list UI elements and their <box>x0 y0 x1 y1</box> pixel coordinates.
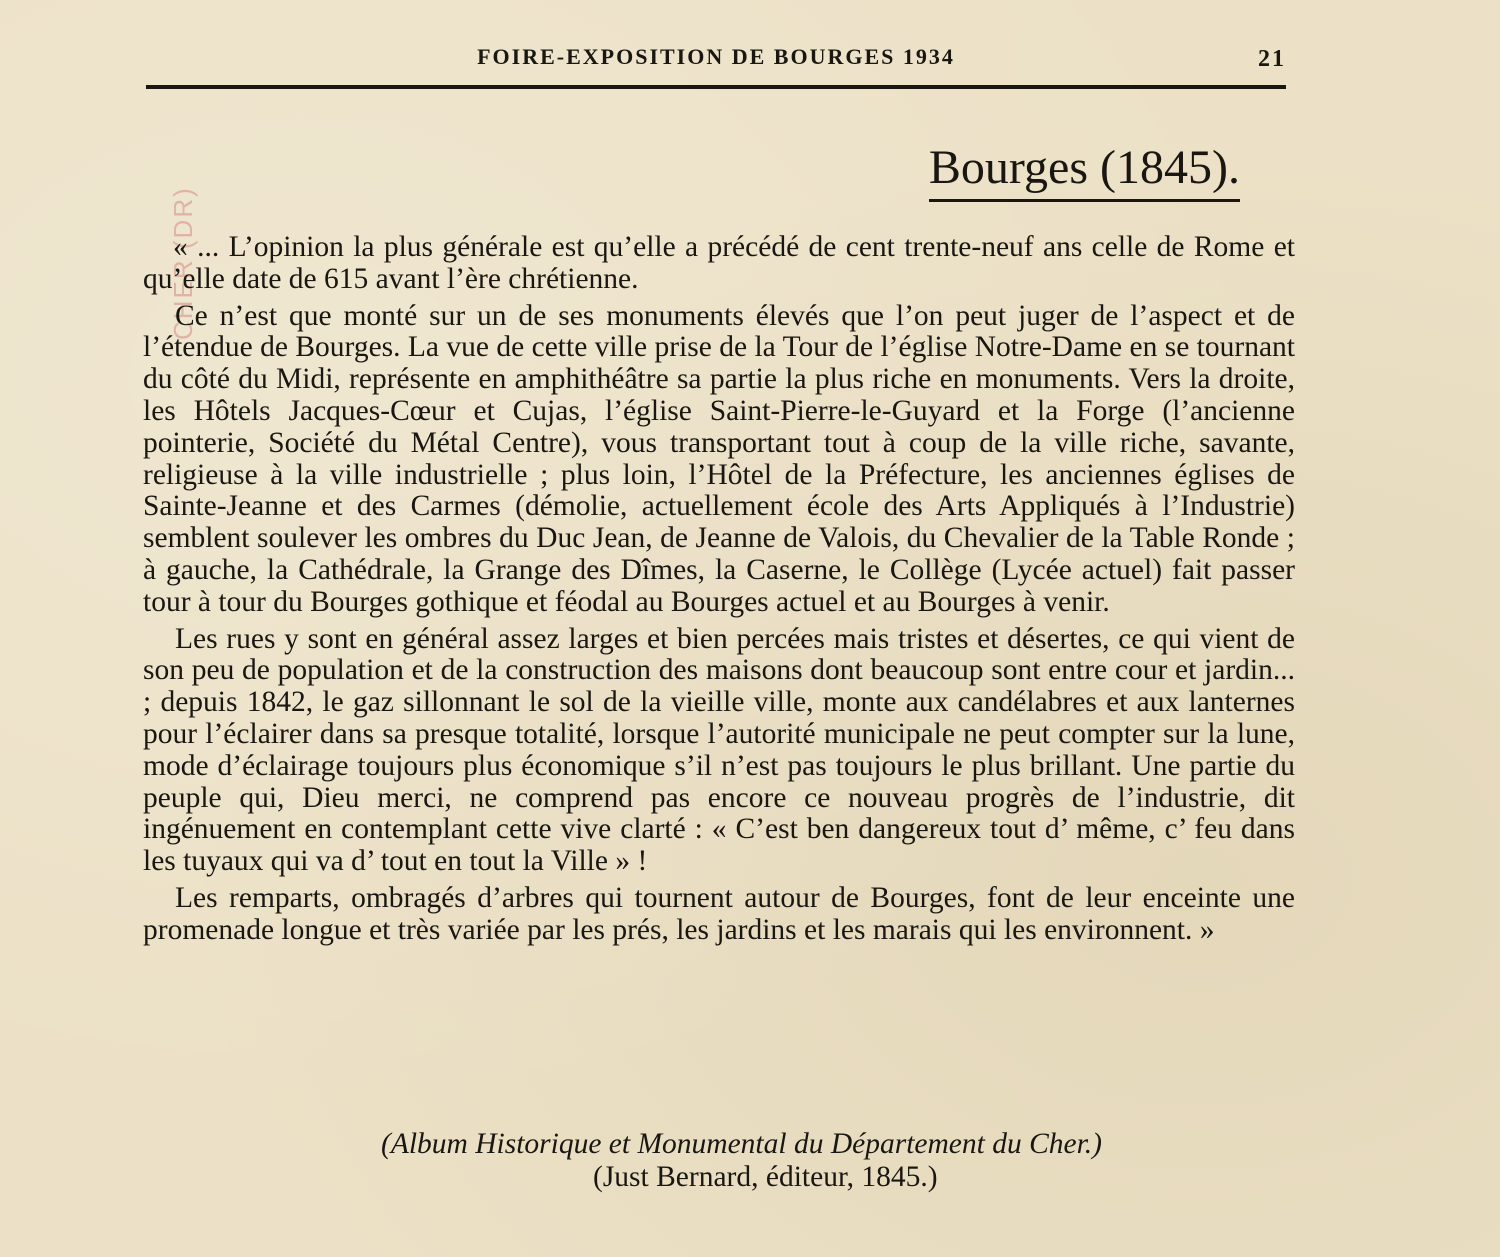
citation-publisher: (Just Bernard, éditeur, 1845.) <box>593 1161 938 1193</box>
paragraph-2: Ce n’est que monté sur un de ses monuments élevés que l’on peut juger de l’aspect et de l’étendue de Bourges. La vue de cette ville prise de la Tour de l’église Notre-Dame en se tournant du côté du Midi, représente en amphithéâtre sa partie la plus riche en monuments. Vers la droite, les Hôtels Jacques-Cœur et Cujas, l’église Saint-Pierre-le-Guyard et la Forge (l’ancienne pointerie, Société du Métal Centre), vous transportant tout à coup de la ville riche, savante, religieuse à la ville industrielle ; plus loin, l’Hôtel de la Préfecture, les anciennes églises de Sainte-Jeanne et des Carmes (démolie, actuellement école des Arts Appliqués à l’Industrie) semblent soulever les ombres du Duc Jean, de Jeanne de Valois, du Chevalier de la Table Ronde ; à gauche, la Cathédrale, la Grange des Dîmes, la Caserne, le Collège (Lycée actuel) fait passer tour à tour du Bourges gothique et féodal au Bourges actuel et au Bourges à venir. <box>143 299 1295 618</box>
article-body <box>143 232 1295 952</box>
page-number: 21 <box>1258 46 1286 72</box>
paragraph-1: « ... L’opinion la plus générale est qu’elle a précédé de cent trente-neuf ans celle de Rome et qu’elle date de 615 avant l’ère chrétienne. <box>143 231 1295 295</box>
running-title: FOIRE-EXPOSITION DE BOURGES 1934 <box>477 44 955 69</box>
citation-source-title: (Album Historique et Monumental du Département du Cher.) <box>381 1128 1103 1160</box>
paragraph-3: Les rues y sont en général assez larges et bien percées mais tristes et désertes, ce qui vient de son peu de population et de la construction des maisons dont beaucoup sont entre cour et jardin... ; depuis 1842, le gaz sillonnant le sol de la vieille ville, monte aux candélabres et aux lanternes pour l’éclairer dans sa presque totalité, lorsque l’autorité municipale ne peut compter sur la lune, mode d’éclairage toujours plus économique s’il n’est pas toujours le plus brillant. Une partie du peuple qui, Dieu merci, ne comprend pas encore ce nouveau progrès de l’industrie, dit ingénuement en contemplant cette vive clarté : « C’est ben dangereux tout d’ même, c’ feu dans les tuyaux qui va d’ tout en tout la Ville » ! <box>143 622 1295 878</box>
header-rule <box>146 85 1286 89</box>
archive-stamp-watermark: CHER (DR) <box>168 186 198 340</box>
running-head <box>146 40 1286 76</box>
article-title: Bourges (1845). <box>929 140 1240 202</box>
paragraph-4: Les remparts, ombragés d’arbres qui tournent autour de Bourges, font de leur enceinte une promenade longue et très variée par les prés, les jardins et les marais qui les environnent. » <box>143 881 1295 946</box>
